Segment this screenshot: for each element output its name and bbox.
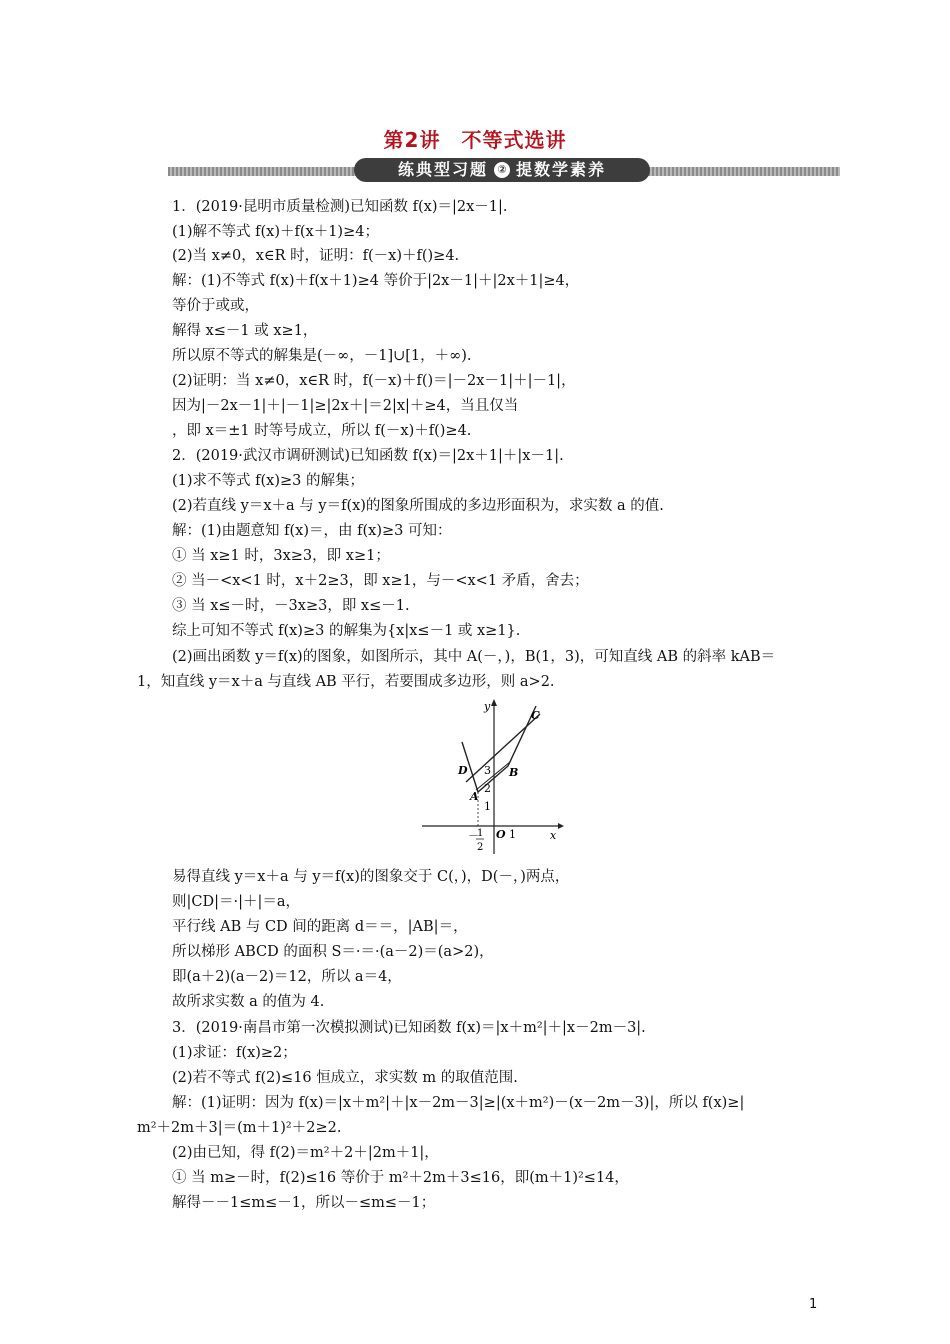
y-tick-two: 2 <box>484 782 491 795</box>
point-D-label: D <box>458 764 468 777</box>
solution-line: 等价于或或， <box>172 298 259 314</box>
x-tick-one: 1 <box>509 828 516 841</box>
solution-line: 故所求实数 a 的值为 4. <box>172 994 325 1010</box>
y-tick-three: 3 <box>484 764 491 777</box>
banner-circle-icon: ② <box>494 162 510 178</box>
solution-line: ，即 x＝±1 时等号成立，所以 f(－x)＋f()≥4. <box>172 423 472 439</box>
y-axis-arrow-icon <box>491 699 497 706</box>
solution-line: 解：(1)由题意知 f(x)＝，由 f(x)≥3 可知： <box>172 523 452 539</box>
origin-label: O <box>496 828 506 841</box>
graph-svg <box>420 696 566 856</box>
point-A-label: A <box>470 790 479 803</box>
problem-2-part-1: (1)求不等式 f(x)≥3 的解集； <box>172 473 364 489</box>
problem-1-statement: 1．(2019·昆明市质量检测)已知函数 f(x)＝|2x－1|. <box>172 199 508 215</box>
solution-line: ① 当 x≥1 时，3x≥3，即 x≥1； <box>172 548 390 564</box>
function-graph-figure <box>420 696 566 856</box>
solution-line: 所以原不等式的解集是(－∞，－1]∪[1，＋∞). <box>172 348 472 364</box>
banner-left-text: 练典型习题 <box>397 160 488 179</box>
solution-line: 因为|－2x－1|＋|－1|≥|2x＋|＝2|x|＋≥4，当且仅当 <box>172 398 519 414</box>
solution-line: ② 当－<x<1 时，x＋2≥3，即 x≥1，与－<x<1 矛盾，舍去； <box>172 573 589 589</box>
x-tick-neg-half-numerator: 1 <box>477 828 484 839</box>
solution-line: (2)由已知，得 f(2)＝m²＋2＋|2m＋1|， <box>172 1145 439 1161</box>
graph-f-of-x <box>462 706 536 792</box>
section-banner <box>168 158 840 182</box>
problem-3-part-2: (2)若不等式 f(2)≤16 恒成立，求实数 m 的取值范围. <box>172 1070 518 1086</box>
line-y-equals-x-plus-a <box>466 714 540 782</box>
y-axis-label: y <box>484 700 491 713</box>
solution-line: (2)画出函数 y＝f(x)的图象，如图所示，其中 A(－，)，B(1，3)，可知直线 AB 的斜率 kAB＝ <box>172 649 776 665</box>
problem-3-statement: 3．(2019·南昌市第一次模拟测试)已知函数 f(x)＝|x＋m²|＋|x－2m－3|. <box>172 1020 646 1036</box>
solution-line: ① 当 m≥－时，f(2)≤16 等价于 m²＋2m＋3≤16，即(m＋1)²≤14， <box>172 1170 629 1186</box>
solution-line: 解：(1)不等式 f(x)＋f(x＋1)≥4 等价于|2x－1|＋|2x＋1|≥4， <box>172 273 580 289</box>
solution-line: 1，知直线 y＝x＋a 与直线 AB 平行，若要围成多边形，则 a>2. <box>137 674 555 690</box>
x-tick-neg-half-sign: － <box>468 829 479 842</box>
x-tick-neg-half-denominator: 2 <box>477 842 484 853</box>
solution-line: 解：(1)证明：因为 f(x)＝|x＋m²|＋|x－2m－3|≥|(x＋m²)－(x－2m－3)|，所以 f(x)≥| <box>172 1095 745 1111</box>
y-tick-one: 1 <box>484 800 491 813</box>
solution-line: 易得直线 y＝x＋a 与 y＝f(x)的图象交于 C(，)，D(－，)两点， <box>172 869 570 885</box>
page-number: 1 <box>809 1297 818 1312</box>
line-AB <box>476 762 510 790</box>
solution-line: (2)证明：当 x≠0，x∈R 时，f(－x)＋f()＝|－2x－1|＋|－1|， <box>172 373 576 389</box>
x-axis-arrow-icon <box>558 823 564 829</box>
point-C-label: C <box>531 709 540 722</box>
solution-line: 所以梯形 ABCD 的面积 S＝·＝·(a－2)＝(a>2)， <box>172 944 494 960</box>
solution-line: 解得－－1≤m≤－1，所以－≤m≤－1； <box>172 1195 436 1211</box>
solution-line: ③ 当 x≤－时，－3x≥3，即 x≤－1. <box>172 598 410 614</box>
page-title: 第2讲 不等式选讲 <box>383 128 567 152</box>
solution-line: 综上可知不等式 f(x)≥3 的解集为{x|x≤－1 或 x≥1}. <box>172 623 521 639</box>
banner-pill <box>354 158 650 182</box>
problem-1-part-2: (2)当 x≠0，x∈R 时，证明：f(－x)＋f()≥4. <box>172 248 460 264</box>
solution-line: m²＋2m＋3|＝(m＋1)²＋2≥2. <box>137 1120 342 1136</box>
solution-line: 即(a＋2)(a－2)＝12，所以 a＝4， <box>172 969 402 985</box>
problem-2-statement: 2．(2019·武汉市调研测试)已知函数 f(x)＝|2x＋1|＋|x－1|. <box>172 448 564 464</box>
point-B-label: B <box>509 766 519 779</box>
problem-2-part-2: (2)若直线 y＝x＋a 与 y＝f(x)的图象所围成的多边形面积为，求实数 a 的值. <box>172 498 664 514</box>
solution-line: 解得 x≤－1 或 x≥1， <box>172 323 318 339</box>
banner-right-text: 提数学素养 <box>516 160 607 179</box>
problem-1-part-1: (1)解不等式 f(x)＋f(x＋1)≥4； <box>172 224 379 240</box>
x-axis-label: x <box>550 829 557 842</box>
solution-line: 则|CD|＝·|＋|＝a， <box>172 894 301 910</box>
problem-3-part-1: (1)求证：f(x)≥2； <box>172 1045 297 1061</box>
solution-line: 平行线 AB 与 CD 间的距离 d＝＝，|AB|＝， <box>172 919 468 935</box>
